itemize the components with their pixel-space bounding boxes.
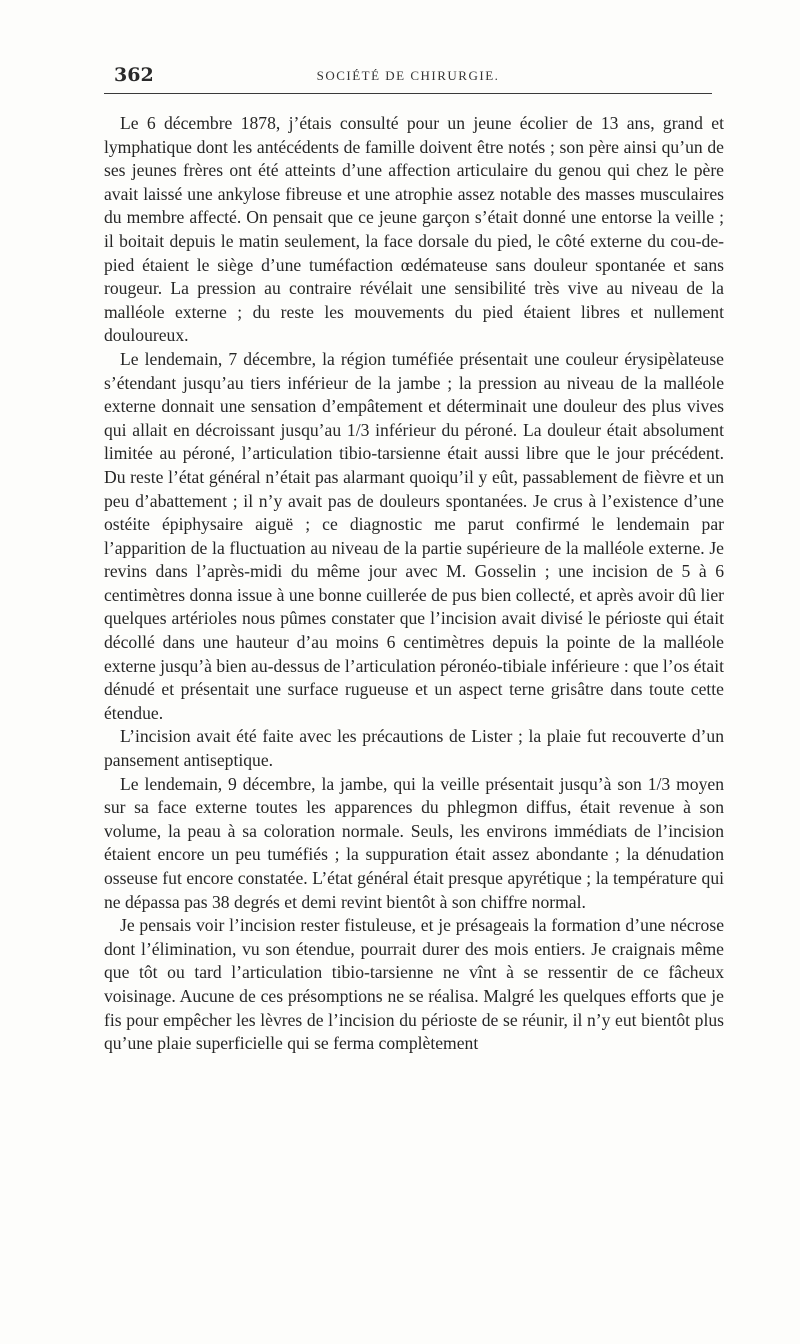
running-head: SOCIÉTÉ DE CHIRURGIE.: [316, 68, 500, 83]
paragraph: L’incision avait été faite avec les précautions de Lister ; la plaie fut recouverte d’un pansement antiseptique.: [104, 726, 724, 771]
page-number: 362: [114, 64, 154, 86]
paragraph: Le 6 décembre 1878, j’étais consulté pour un jeune écolier de 13 ans, grand et lymphatique dont les antécédents de famille doivent être notés ; son père ainsi qu’un de ses jeunes frères ont été atteints d’une affection articulaire du genou qui chez le père avait laissé une ankylose fibreuse et une atrophie assez notable des masses musculaires du membre affecté. On pensait que ce jeune garçon s’était donné une entorse la veille ; il boitait depuis le matin seulement, la face dorsale du pied, le côté externe du cou-de-pied étaient le siège d’une tuméfaction œdémateuse sans douleur spontanée et sans rougeur. La pression au contraire révélait une sensibilité très vive au niveau de la malléole externe ; du reste les mouvements du pied étaient libres et nullement douloureux.: [104, 113, 724, 346]
header-rule: [104, 93, 712, 94]
paragraph: Le lendemain, 9 décembre, la jambe, qui la veille présentait jusqu’à son 1/3 moyen sur sa face externe toutes les apparences du phlegmon diffus, était revenue à son volume, la peau à sa coloration normale. Seuls, les environs immédiats de l’incision étaient encore un peu tuméfiés ; la suppuration était assez abondante ; la dénudation osseuse fut encore constatée. L’état général était presque apyrétique ; la température qui ne dépassa pas 38 degrés et demi revint bientôt à son chiffre normal.: [104, 773, 724, 912]
page-header: [104, 58, 712, 94]
paragraph: Je pensais voir l’incision rester fistuleuse, et je présageais la formation d’une nécrose dont l’élimination, vu son étendue, pourrait durer des mois entiers. Je craignais même que tôt ou tard l’articulation tibio-tarsienne ne vînt à se ressentir de ce fâcheux voisinage. Aucune de ces présomptions ne se réalisa. Malgré les quelques efforts que je fis pour empêcher les lèvres de l’incision du périoste de se réunir, il n’y eut bientôt plus qu’une plaie superficielle qui se ferma complètement: [104, 915, 724, 1054]
paragraph: Le lendemain, 7 décembre, la région tuméfiée présentait une couleur érysipèlateuse s’étendant jusqu’au tiers inférieur de la jambe ; la pression au niveau de la malléole externe donnait une sensation d’empâtement et déterminait une douleur des plus vives qui allait en décroissant jusqu’au 1/3 inférieur du péroné. La douleur était absolument limitée au péroné, l’articulation tibio-tarsienne était aussi libre que le jour précédent. Du reste l’état général n’était pas alarmant quoiqu’il y eût, passablement de fièvre et un peu d’abattement ; il n’y avait pas de douleurs spontanées. Je crus à l’existence d’une ostéite épiphysaire aiguë ; ce diagnostic me parut confirmé le lendemain par l’apparition de la fluctuation au niveau de la partie supérieure de la malléole externe. Je revins dans l’après-midi du même jour avec M. Gosselin ; une incision de 5 à 6 centimètres donna issue à une bonne cuillerée de pus bien collecté, et après avoir dû lier quelques artérioles nous pûmes constater que l’incision avait divisé le périoste qui était décollé dans une hauteur d’au moins 6 centimètres depuis la pointe de la malléole externe jusqu’à bien au-dessus de l’articulation péronéo-tibiale inférieure : que l’os était dénudé et présentait une surface rugueuse et un aspect terne grisâtre dans toute cette étendue.: [104, 348, 724, 723]
body-text: [104, 112, 724, 1056]
